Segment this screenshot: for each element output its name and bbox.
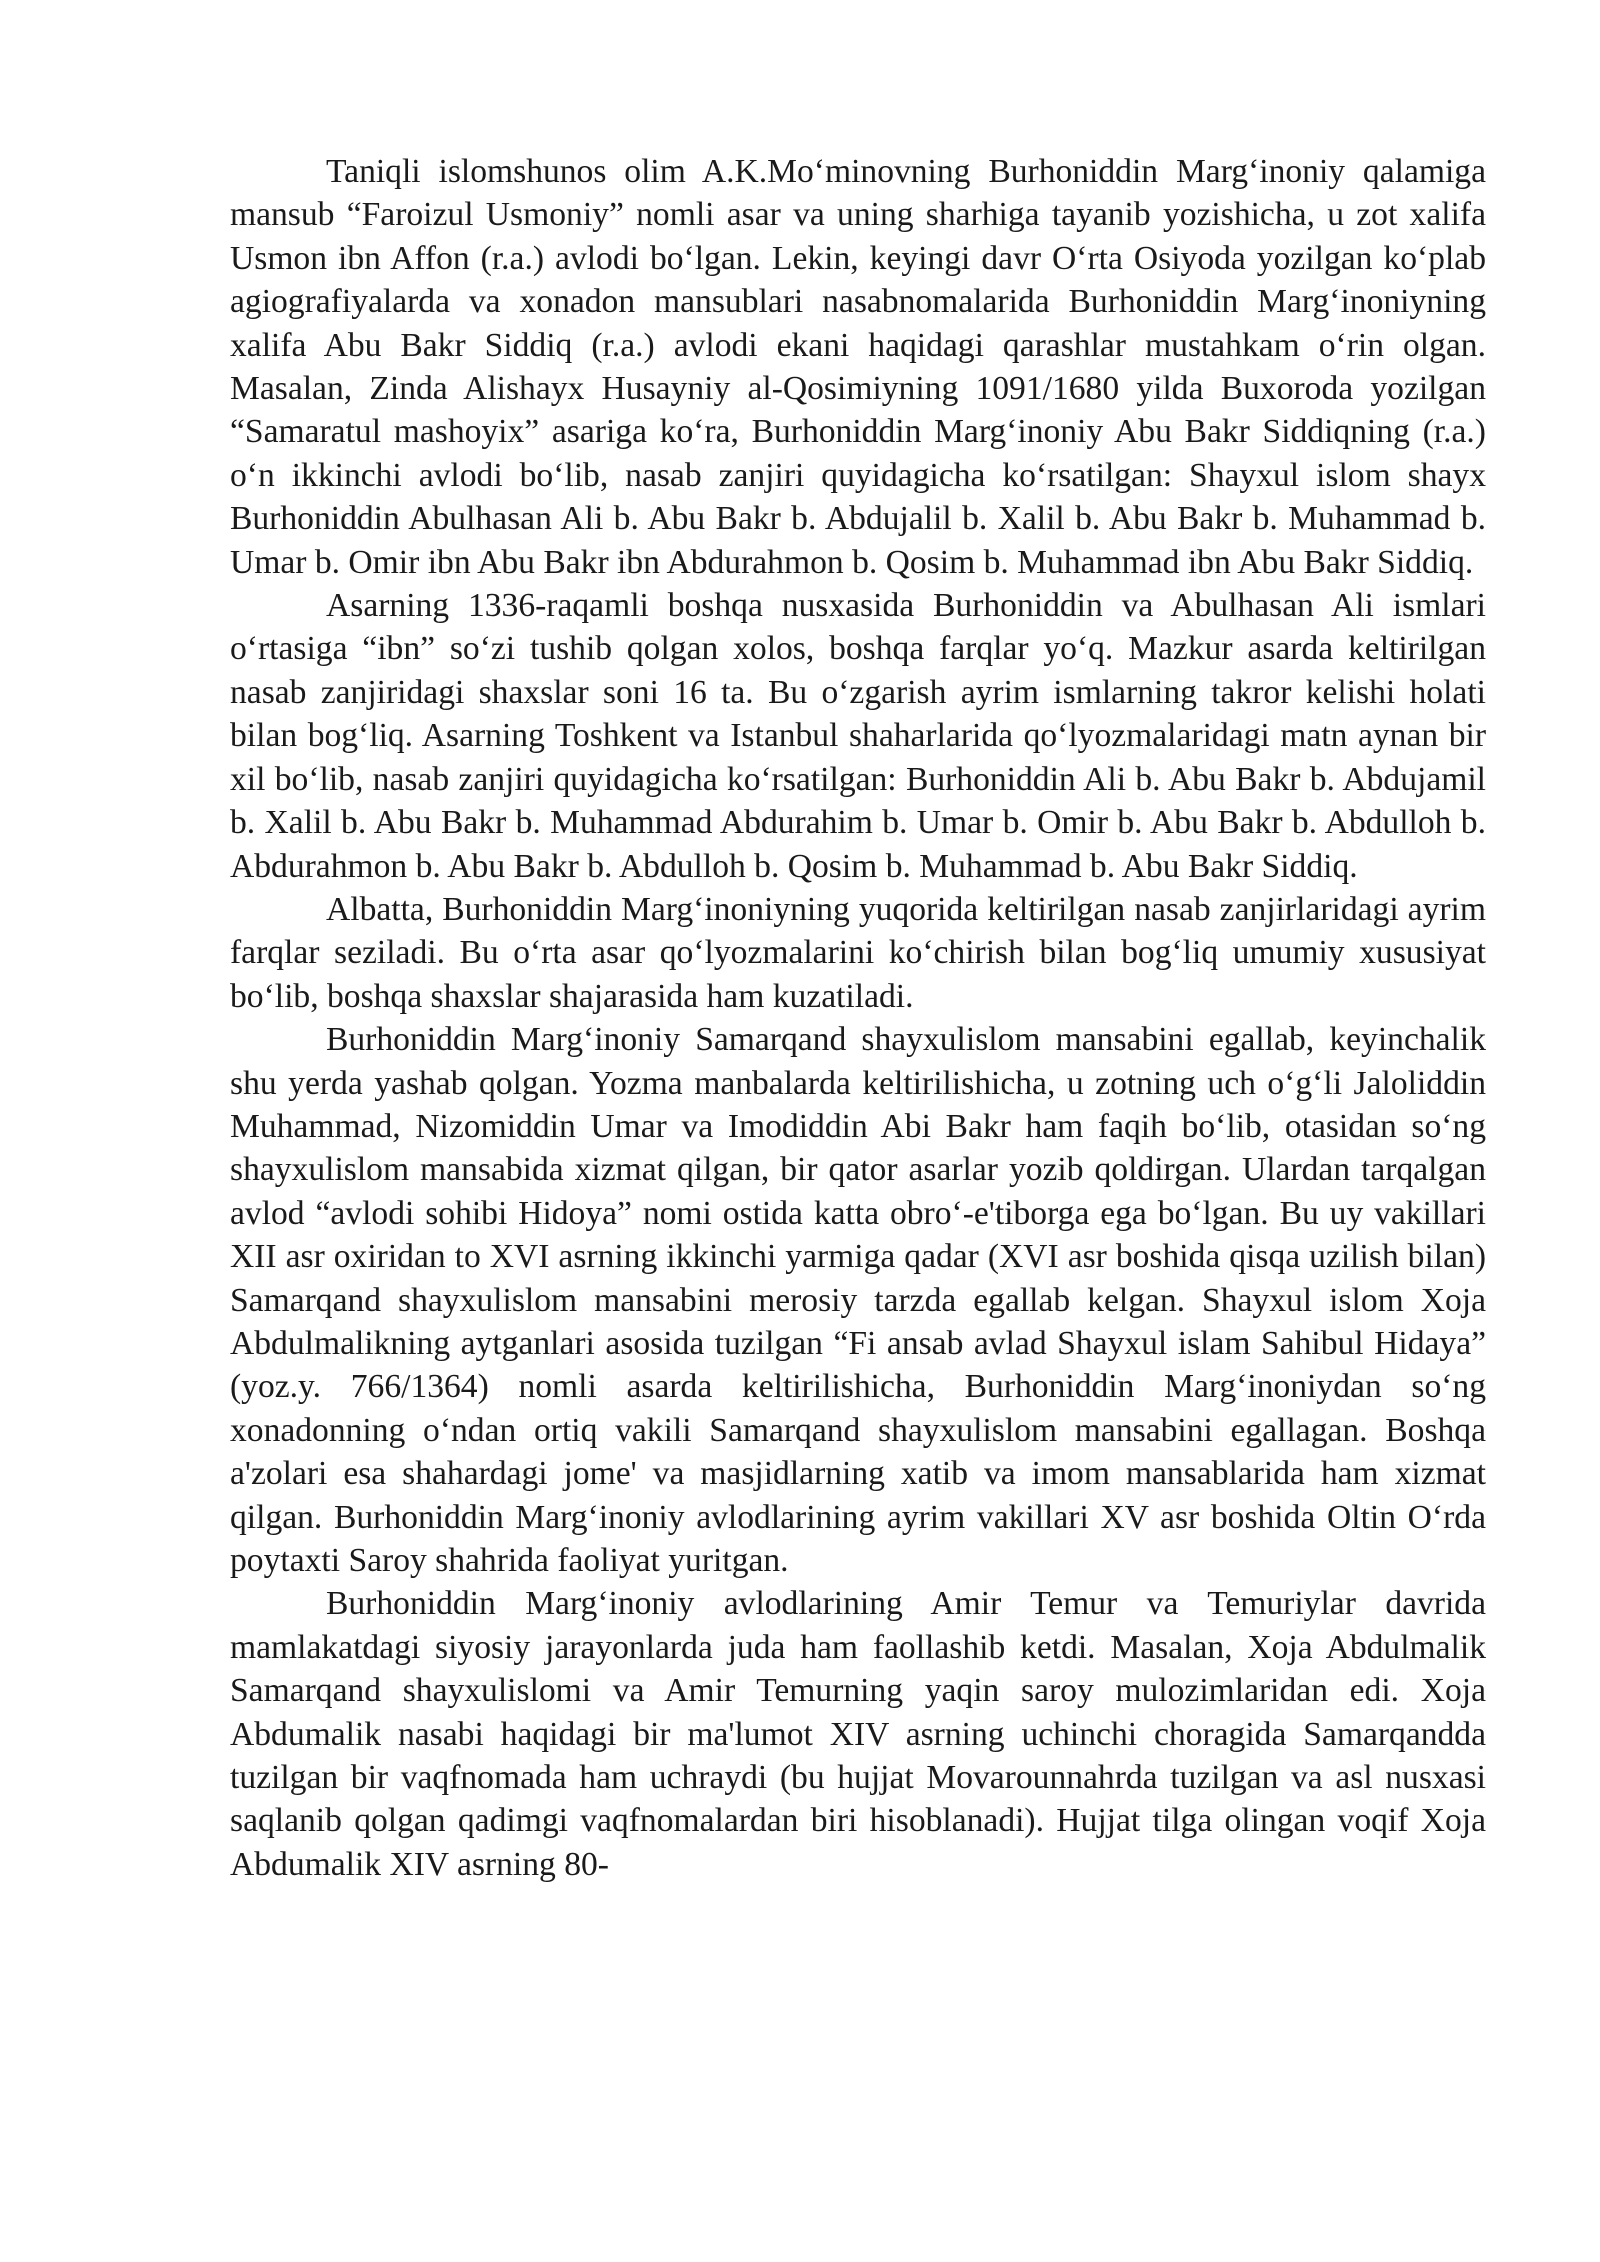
- paragraph-2: Asarning 1336-raqamli boshqa nusxasida Burhoniddin va Abulhasan Ali ismlari o‘rtasiga “ibn” so‘zi tushib qolgan xolos, boshqa farqlar yo‘q. Mazkur asarda keltirilgan nasab zanjiridagi shaxslar soni 16 ta. Bu o‘zgarish ayrim ismlarning takror kelishi holati bilan bog‘liq. Asarning Toshkent va Istanbul shaharlarida qo‘lyozmalaridagi matn aynan bir xil bo‘lib, nasab zanjiri quyidagicha ko‘rsatilgan: Burhoniddin Ali b. Abu Bakr b. Abdujamil b. Xalil b. Abu Bakr b. Muhammad Abdurahim b. Umar b. Omir b. Abu Bakr b. Abdulloh b. Abdurahmon b. Abu Bakr b. Abdulloh b. Qosim b. Muhammad b. Abu Bakr Siddiq.: [230, 587, 1486, 885]
- paragraph-4: Burhoniddin Marg‘inoniy Samarqand shayxulislom mansabini egallab, keyinchalik shu yerda yashab qolgan. Yozma manbalarda keltirilishicha, u zotning uch o‘g‘li Jaloliddin Muhammad, Nizomiddin Umar va Imodiddin Abi Bakr ham faqih bo‘lib, otasidan so‘ng shayxulislom mansabida xizmat qilgan, bir qator asarlar yozib qoldirgan. Ulardan tarqalgan avlod “avlodi sohibi Hidoya” nomi ostida katta obro‘-e'tiborga ega bo‘lgan. Bu uy vakillari XII asr oxiridan to XVI asrning ikkinchi yarmiga qadar (XVI asr boshida qisqa uzilish bilan) Samarqand shayxulislom mansabini merosiy tarzda egallab kelgan. Shayxul islom Xoja Abdulmalikning aytganlari asosida tuzilgan “Fi ansab avlad Shayxul islam Sahibul Hidaya” (yoz.y. 766/1364) nomli asarda keltirilishicha, Burhoniddin Marg‘inoniydan so‘ng xonadonning o‘ndan ortiq vakili Samarqand shayxulislom mansabini egallagan. Boshqa a'zolari esa shahardagi jome' va masjidlarning xatib va imom mansablarida ham xizmat qilgan. Burhoniddin Marg‘inoniy avlodlarining ayrim vakillari XV asr boshida Oltin O‘rda poytaxti Saroy shahrida faoliyat yuritgan.: [230, 1021, 1486, 1579]
- paragraph-5: Burhoniddin Marg‘inoniy avlodlarining Amir Temur va Temuriylar davrida mamlakatdagi siyosiy jarayonlarda juda ham faollashib ketdi. Masalan, Xoja Abdulmalik Samarqand shayxulislomi va Amir Temurning yaqin saroy mulozimlaridan edi. Xoja Abdumalik nasabi haqidagi bir ma'lumot XIV asrning uchinchi choragida Samarqandda tuzilgan bir vaqfnomada ham uchraydi (bu hujjat Movarounnahrda tuzilgan va asl nusxasi saqlanib qolgan qadimgi vaqfnomalardan biri hisoblanadi). Hujjat tilga olingan voqif Xoja Abdumalik XIV asrning 80-: [230, 1585, 1486, 1883]
- document-body: [230, 150, 1486, 1886]
- paragraph-3: Albatta, Burhoniddin Marg‘inoniyning yuqorida keltirilgan nasab zanjirlaridagi ayrim farqlar seziladi. Bu o‘rta asar qo‘lyozmalarini ko‘chirish bilan bog‘liq umumiy xususiyat bo‘lib, boshqa shaxslar shajarasida ham kuzatiladi.: [230, 890, 1486, 1015]
- paragraph-1: Taniqli islomshunos olim A.K.Mo‘minovning Burhoniddin Marg‘inoniy qalamiga mansub “Faroizul Usmoniy” nomli asar va uning sharhiga tayanib yozishicha, u zot xalifa Usmon ibn Affon (r.a.) avlodi bo‘lgan. Lekin, keyingi davr O‘rta Osiyoda yozilgan ko‘plab agiografiyalarda va xonadon mansublari nasabnomalarida Burhoniddin Marg‘inoniyning xalifa Abu Bakr Siddiq (r.a.) avlodi ekani haqidagi qarashlar mustahkam o‘rin olgan. Masalan, Zinda Alishayx Husayniy al-Qosimiyning 1091/1680 yilda Buxoroda yozilgan “Samaratul mashoyix” asariga ko‘ra, Burhoniddin Marg‘inoniy Abu Bakr Siddiqning (r.a.) o‘n ikkinchi avlodi bo‘lib, nasab zanjiri quyidagicha ko‘rsatilgan: Shayxul islom shayx Burhoniddin Abulhasan Ali b. Abu Bakr b. Abdujalil b. Xalil b. Abu Bakr b. Muhammad b. Umar b. Omir ibn Abu Bakr ibn Abdurahmon b. Qosim b. Muhammad ibn Abu Bakr Siddiq.: [230, 153, 1486, 581]
